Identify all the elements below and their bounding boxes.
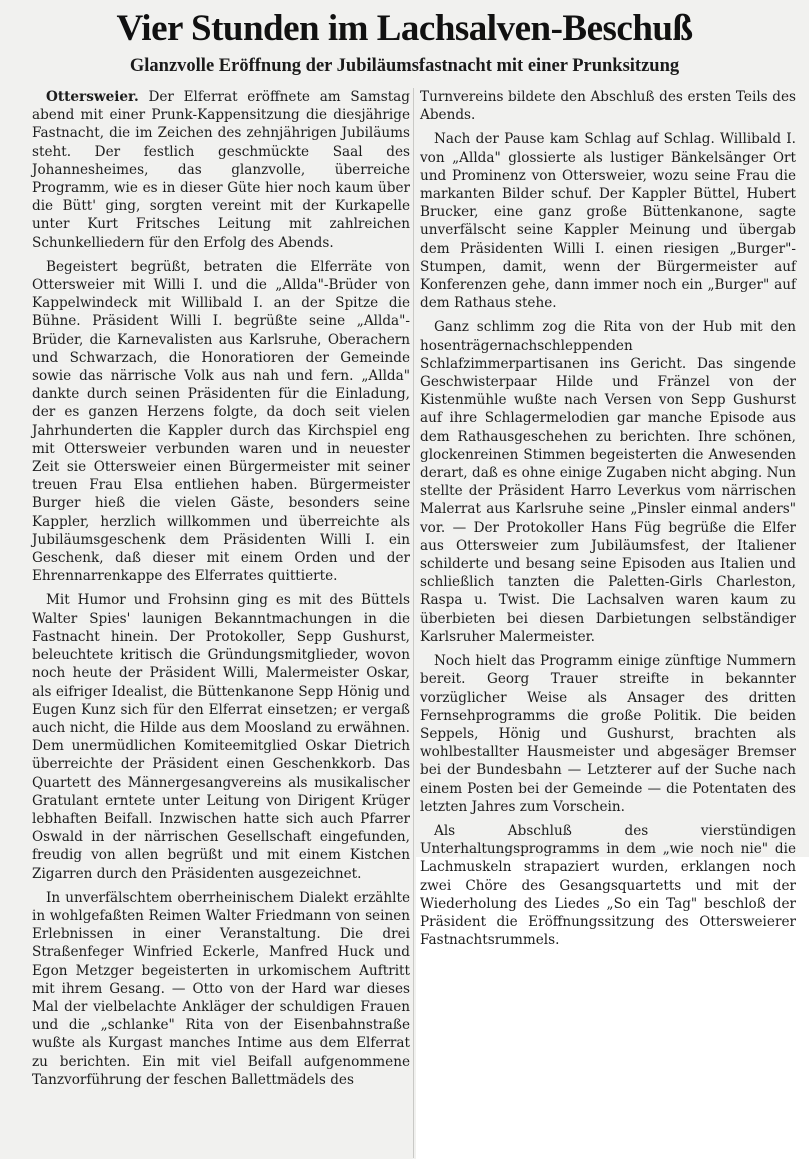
paragraph-text: Der Elferrat eröffnete am Samstag abend mit einer Prunk-Kappensitzung die diesjährige Fastnacht, die im Zeichen des zehnjährigen Jubiläums steht. Der festlich geschmückte Saal des Johannesheimes, das glanzvolle, überreiche Programm, wie es in dieser Güte hier noch kaum über die Bütt' ging, sorgten vereint mit der Kurkapelle unter Kurt Fritsches Leitung mit zahlreichen Schunkelliedern für den Erfolg des Abends. <box>32 89 410 251</box>
paragraph: Begeistert begrüßt, betraten die Elferräte von Ottersweier mit Willi I. und die „Allda"-Brüder von Kappelwindeck mit Willibald I. an der Spitze die Bühne. Präsident Willi I. begrüßte seine „Allda"-Brüder, die Karnevalisten aus Karlsruhe, Oberachern und Schwarzach, die Honoratioren der Gemeinde sowie das närrische Volk aus nah und fern. „Allda" dankte durch seinen Präsidenten für die Einladung, der es ganzen Herzens folgte, da doch seit vielen Jahrhunderten die Kappler durch das Kirchspiel eng mit Ottersweier verbunden waren und in neuester Zeit sie Ottersweier einen Bürgermeister mit seiner treuen Frau Elsa entliehen haben. Bürgermeister Burger hieß die vielen Gäste, besonders seine Kappler, herzlich willkommen und überreichte als Jubiläumsgeschenk dem Präsidenten Willi I. ein Geschenk, daß dieser mit einem Orden und der Ehrennarrenkappe des Elferrates quittierte. <box>32 258 410 585</box>
paragraph <box>32 88 410 252</box>
article-column-left <box>32 88 410 1095</box>
column-divider <box>413 88 414 1158</box>
paragraph: Nach der Pause kam Schlag auf Schlag. Willibald I. von „Allda" glossierte als lustiger Bänkelsänger Ort und Prominenz von Ottersweier, wozu seine Frau die markanten Bilder schuf. Der Kappler Büttel, Hubert Brucker, eine ganz große Büttenkanone, sagte unverfälscht seine Kappler Meinung und übergab dem Präsidenten Willi I. einen riesigen „Burger"-Stumpen, damit, wenn der Bürgermeister auf Konferenzen gehe, dann immer noch ein „Burger" auf dem Rathaus stehe. <box>420 131 796 312</box>
article-subheadline: Glanzvolle Eröffnung der Jubiläumsfastnacht mit einer Prunksitzung <box>129 56 680 76</box>
paragraph: Als Abschluß des vierstündigen Unterhaltungsprogramms in dem „wie noch nie" die Lachmuskeln strapaziert wurden, erklangen noch zwei Chöre des Gesangsquartetts und mit der Wiederholung des Liedes „So ein Tag" beschloß der Präsident die Eröffnungssitzung des Ottersweierer Fastnachtsrummels. <box>420 822 796 949</box>
article-column-right <box>420 88 796 955</box>
paragraph: Ganz schlimm zog die Rita von der Hub mit den hosenträgernachschleppenden Schlafzimmerpartisanen ins Gericht. Das singende Geschwisterpaar Hilde und Fränzel von der Kistenmühle wußte nach Versen von Sepp Gushurst auf ihre Schlagermelodien gar manche Episode aus dem Rathausgeschehen zu berichten. Ihre schönen, glockenreinen Stimmen begeisterten die Anwesenden derart, daß es ohne einige Zugaben nicht abging. Nun stellte der Präsident Harro Leverkus vom närrischen Malerrat aus Karlsruhe seine „Pinsler einmal anders" vor. — Der Protokoller Hans Füg begrüße die Elfer aus Ottersweier zum Jubiläumsfest, der Italiener schilderte und besang seine Episoden aus Italien und schließlich tanzten die Paletten-Girls Charleston, Raspa u. Twist. Die Lachsalven waren kaum zu überbieten bei diesen Darbietungen selbständiger Karlsruher Malermeister. <box>420 319 796 645</box>
article-headline: Vier Stunden im Lachsalven-Beschuß <box>116 8 693 49</box>
paragraph: Mit Humor und Frohsinn ging es mit des Büttels Walter Spies' launigen Bekanntmachungen in die Fastnacht hinein. Der Protokoller, Sepp Gushurst, beleuchtete kritisch die Gründungsmitglieder, wovon noch heute der Präsident Willi, Malermeister Oskar, als eifriger Idealist, die Büttenkanone Sepp Hönig und Eugen Kunz sich für den Elferrat einsetzen; er vergaß auch nicht, die Hilde aus dem Moosland zu erwähnen. Dem unermüdlichen Komiteemitglied Oskar Dietrich überreichte der Präsident einen Geschenkkorb. Das Quartett des Männergesangvereins als musikalischer Gratulant erntete unter Leitung von Dirigent Krüger lebhaften Beifall. Inzwischen hatte sich auch Pfarrer Oswald in der närrischen Gesellschaft eingefunden, freudig von allen begrüßt und mit einem Kistchen Zigarren durch den Präsidenten ausgezeichnet. <box>32 592 410 882</box>
paragraph: Noch hielt das Programm einige zünftige Nummern bereit. Georg Trauer streifte in bekannter vorzüglicher Weise als Ansager des dritten Fernsehprogramms die große Politik. Die beiden Seppels, Hönig und Gushurst, brachten als wohlbestallter Hausmeister und abgesäger Bremser bei der Bundesbahn — Letzterer auf der Suche nach einem Posten bei der Gemeinde — die Potentaten des letzten Jahres zum Vorschein. <box>420 653 796 815</box>
paragraph: In unverfälschtem oberrheinischem Dialekt erzählte in wohlgefaßten Reimen Walter Friedmann von seinen Erlebnissen in einer Veranstaltung. Die drei Straßenfeger Winfried Eckerle, Manfred Huck und Egon Metzger begeisterten in urkomischem Auftritt mit ihrem Gesang. — Otto von der Hard war dieses Mal der vielbelachte Ankläger der schuldigen Frauen und die „schlanke" Rita von der Eisenbahnstraße wußte als Kurgast manches Intime aus dem Elferrat zu berichten. Ein mit viel Beifall aufgenommene Tanzvorführung der feschen Ballettmädels des <box>32 889 410 1088</box>
paragraph: Turnvereins bildete den Abschluß des ersten Teils des Abends. <box>420 89 796 124</box>
dateline: Ottersweier. <box>46 89 139 105</box>
